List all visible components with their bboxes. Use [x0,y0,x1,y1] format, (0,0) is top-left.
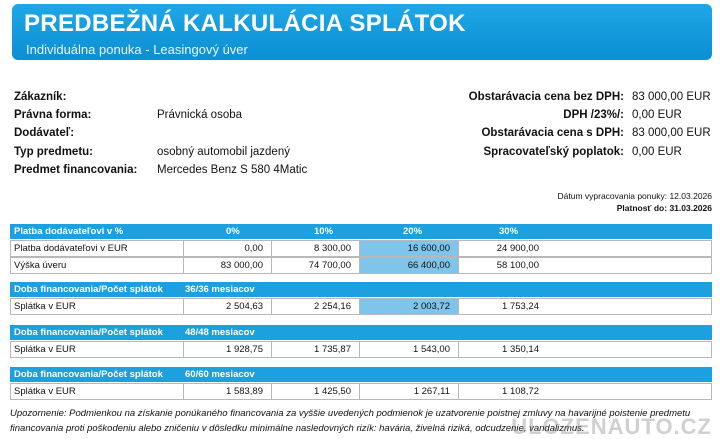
col-header-20: 20% [403,226,423,237]
payment-percent-header-label: Platba dodávateľovi v % [14,226,124,237]
cell-value: 16 600,00 [407,243,450,254]
vat-row [563,109,712,121]
cell-value: 74 700,00 [308,260,351,271]
page-subtitle: Individuálna ponuka - Leasingový úver [26,42,248,57]
table-row [10,240,712,257]
price-without-vat-row [469,91,712,103]
installment-value: 1 108,72 [502,386,539,397]
col-header-30: 30% [499,226,519,237]
installment-value: 1 928,75 [226,344,263,355]
table-row [10,298,712,315]
period-months: 36/36 mesiacov [185,284,255,295]
legal-form-value: Právnická osoba [157,109,243,121]
calculation-date: Dátum vypracovania ponuky: 12.03.2026 [557,191,712,201]
cell-value: 24 900,00 [496,243,539,254]
installment-value: 1 735,87 [314,344,351,355]
subject-type-label: Typ predmetu: [14,146,94,158]
supplier-label: Dodávateľ: [14,127,75,139]
vat-label: DPH /23%/: [563,109,624,121]
row-label: Splátka v EUR [14,344,76,355]
installment-value: 2 504,63 [226,301,263,312]
financed-item-label: Predmet financovania: [14,164,138,176]
customer-label: Zákazník: [14,91,67,103]
price-with-vat-row [481,127,712,139]
installment-value: 1 753,24 [502,301,539,312]
installment-value: 2 254,16 [314,301,351,312]
installment-value: 1 543,00 [413,344,450,355]
row-label: Splátka v EUR [14,301,76,312]
row-label: Výška úveru [14,260,67,271]
period-title: Doba financovania/Počet splátok [14,284,163,295]
period-header-60 [10,367,712,382]
table-row [10,383,712,400]
legal-form-label: Právna forma: [14,109,92,121]
row-label: Platba dodávateľovi v EUR [14,243,128,254]
table-row [10,341,712,358]
price-with-vat-value: 83 000,00 EUR [632,127,711,139]
period-months: 48/48 mesiacov [185,327,255,338]
period-header-48 [10,325,712,340]
installment-value: 1 583,89 [226,386,263,397]
validity-date: Platnosť do: 31.03.2026 [616,203,712,213]
payment-percent-header [10,224,712,239]
insurance-notice: Upozornenie: Podmienkou na získanie ponúkaného financovania za vyššie uvedených podmienok je uzatvorenie poistnej zmluvy na havarijné poistenie predmetu financovania proti poškodeniu alebo zničeniu v dôsledku minimálne nasledovných rizík: havária, živelná riziká, odcudzenie, vandalizmus. [10,408,691,434]
table-row [10,257,712,274]
installment-value: 1 350,14 [502,344,539,355]
col-header-0: 0% [226,226,240,237]
period-months: 60/60 mesiacov [185,369,255,380]
col-header-10: 10% [314,226,334,237]
processing-fee-label: Spracovateľský poplatok: [483,146,624,158]
installment-value: 2 003,72 [413,301,450,312]
price-with-vat-label: Obstarávacia cena s DPH: [481,127,624,139]
installment-value: 1 425,50 [314,386,351,397]
watermark: ULOZENAUTO.CZ [511,414,712,439]
period-title: Doba financovania/Počet splátok [14,327,163,338]
page-title: PREDBEŽNÁ KALKULÁCIA SPLÁTOK [24,10,466,37]
cell-value: 0,00 [244,243,263,254]
cell-value: 66 400,00 [407,260,450,271]
cell-value: 83 000,00 [220,260,263,271]
period-title: Doba financovania/Počet splátok [14,369,163,380]
processing-fee-value: 0,00 EUR [632,146,682,158]
row-label: Splátka v EUR [14,386,76,397]
period-header-36 [10,282,712,297]
installment-value: 1 267,11 [413,386,450,397]
financed-item-value: Mercedes Benz S 580 4Matic [157,164,308,176]
processing-fee-row [483,146,712,158]
header-banner [12,4,712,60]
price-without-vat-label: Obstarávacia cena bez DPH: [468,91,624,103]
cell-value: 8 300,00 [314,243,351,254]
subject-type-value: osobný automobil jazdený [157,146,290,158]
price-without-vat-value: 83 000,00 EUR [632,91,711,103]
cell-value: 58 100,00 [496,260,539,271]
vat-value: 0,00 EUR [632,109,682,121]
